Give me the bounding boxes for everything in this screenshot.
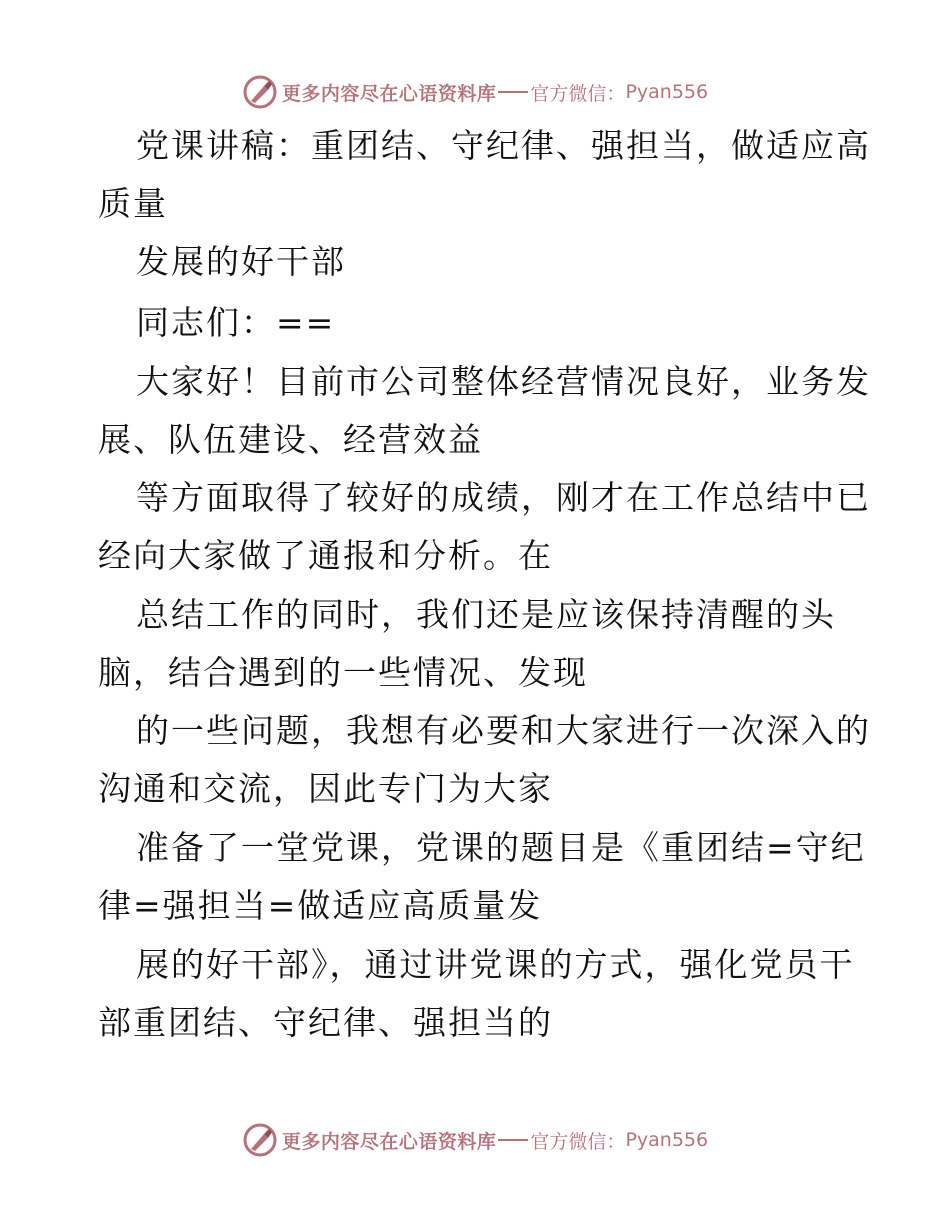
banner-contact-label: 官方微信：: [530, 1130, 626, 1153]
paragraph-line: 经向大家做了通报和分析。在: [98, 536, 553, 575]
banner-contact-id: Pyan556: [625, 81, 709, 103]
paragraph-line: 大家好！目前市公司整体经营情况良好，业务发: [136, 362, 871, 401]
banner-dash: [498, 1139, 528, 1141]
header-banner: [0, 72, 950, 112]
paragraph-line: 展、队伍建设、经营效益: [98, 420, 483, 459]
paragraph-line: 的一些问题，我想有必要和大家进行一次深入的: [136, 711, 871, 750]
paragraph-line: 脑，结合遇到的一些情况、发现: [98, 653, 588, 692]
salutation-line: 同志们：==: [136, 303, 336, 342]
banner-contact-label: 官方微信：: [530, 82, 626, 105]
footer-banner: [0, 1120, 950, 1160]
paragraph-line: 沟通和交流，因此专门为大家: [98, 769, 553, 808]
title-line-1: 党课讲稿：重团结、守纪律、强担当，做适应高: [136, 126, 871, 165]
paragraph-line: 部重团结、守纪律、强担当的: [98, 1003, 553, 1042]
banner-contact-id: Pyan556: [625, 1129, 709, 1151]
paragraph-line: 总结工作的同时，我们还是应该保持清醒的头: [136, 595, 836, 634]
title-line-3: 发展的好干部: [136, 242, 346, 281]
title-line-2: 质量: [98, 184, 168, 223]
paragraph-line: 准备了一堂党课，党课的题目是《重团结=守纪: [136, 828, 866, 867]
paragraph-line: 展的好干部》，通过讲党课的方式，强化党员干: [136, 945, 855, 984]
banner-dash: [498, 91, 528, 93]
paragraph-line: 等方面取得了较好的成绩，刚才在工作总结中已: [136, 478, 871, 517]
banner-text: 更多内容尽在心语资料库: [281, 82, 497, 105]
banner-text: 更多内容尽在心语资料库: [281, 1130, 497, 1153]
pen-logo-icon: [242, 1122, 278, 1158]
pen-logo-icon: [242, 74, 278, 110]
paragraph-line: 律=强担当=做适应高质量发: [98, 886, 543, 925]
